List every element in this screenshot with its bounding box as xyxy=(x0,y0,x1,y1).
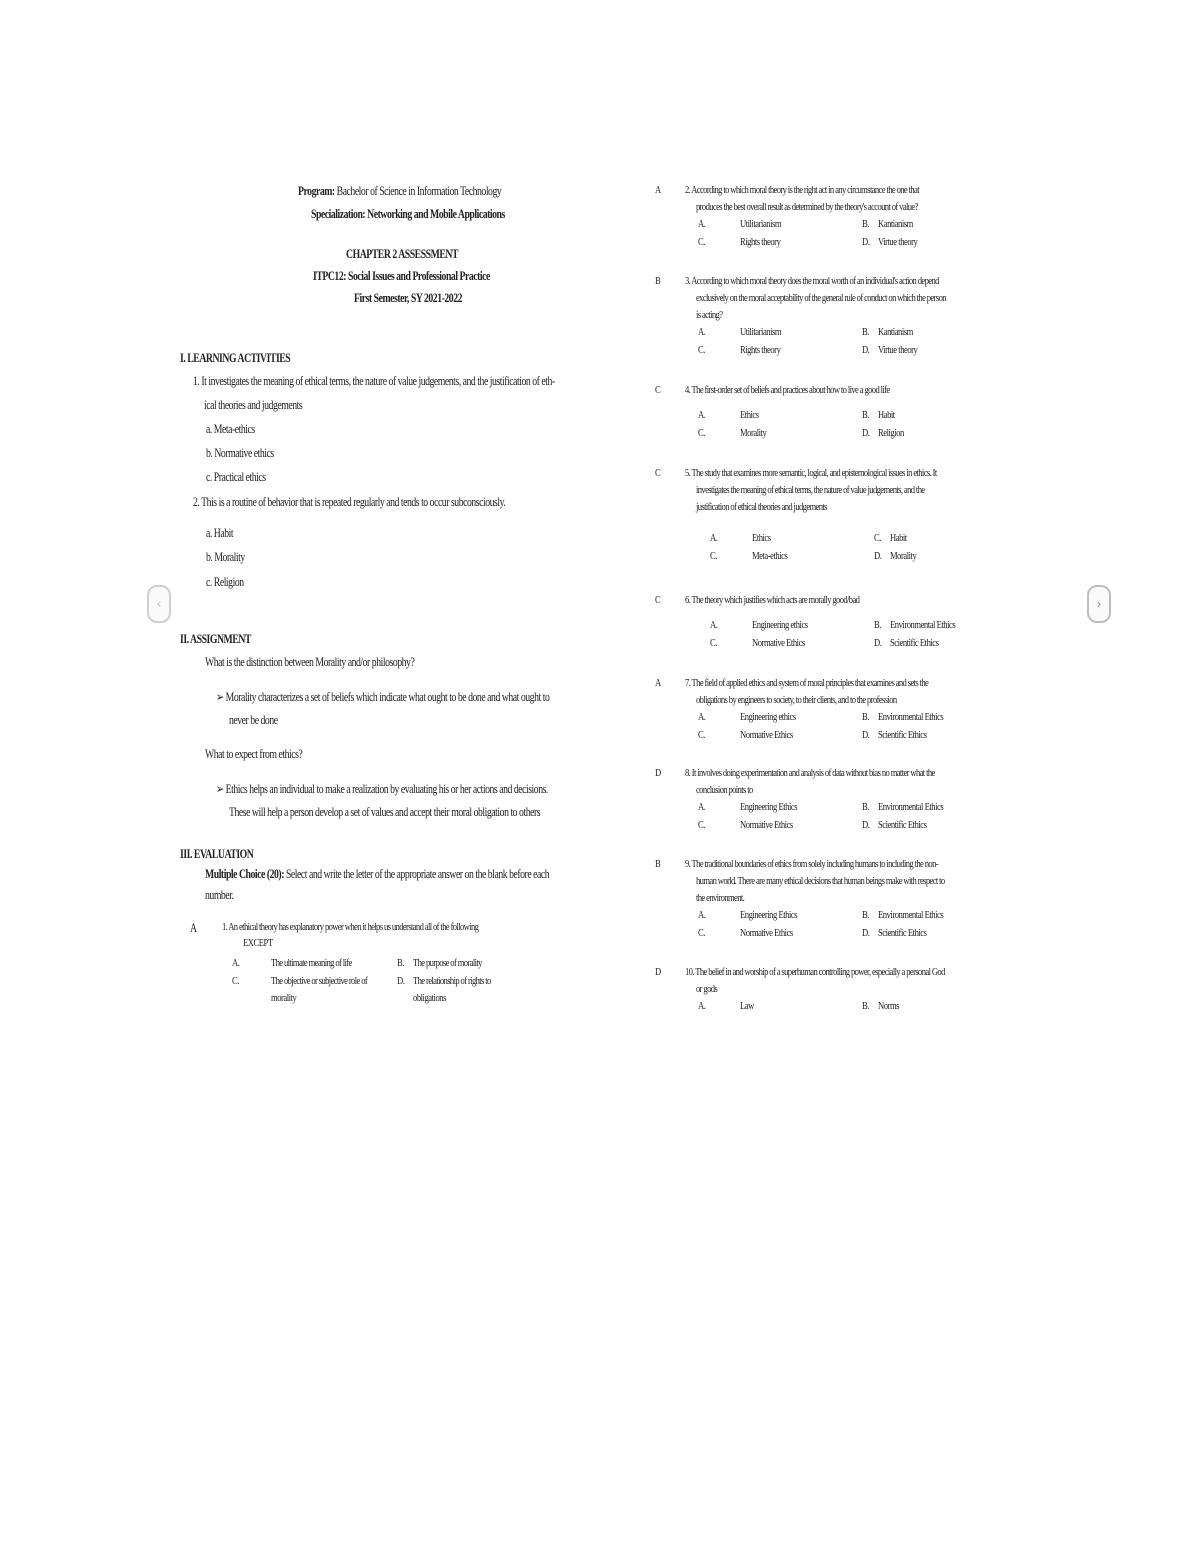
option-letter: C. xyxy=(232,975,239,987)
option-letter: C. xyxy=(698,427,705,439)
option-letter: D. xyxy=(862,344,870,356)
option-item: a. Meta-ethics xyxy=(206,422,255,436)
question-text: 4. The first-order set of beliefs and practices about how to live a good life xyxy=(685,384,890,396)
option-item: a. Habit xyxy=(206,526,234,540)
course-title: ITPC12: Social Issues and Professional Practice xyxy=(313,269,490,283)
section-evaluation: III. EVALUATION xyxy=(180,847,254,861)
program-value: Bachelor of Science in Information Technology xyxy=(336,184,502,198)
option-letter: C. xyxy=(698,927,705,939)
option-text: The ultimate meaning of life xyxy=(271,957,352,969)
answer-letter: C xyxy=(655,594,661,606)
question-text: 1. It investigates the meaning of ethical terms, the nature of value judgements, and the justification of eth- xyxy=(193,374,555,388)
option-text: Utilitarianism xyxy=(740,218,782,230)
option-letter: C. xyxy=(698,729,705,741)
option-text: Environmental Ethics xyxy=(878,711,944,723)
option-letter: A. xyxy=(698,711,706,723)
option-letter: B. xyxy=(874,619,881,631)
instructions-label: Multiple Choice (20): xyxy=(205,867,284,881)
option-letter: D. xyxy=(862,819,870,831)
question-text: 8. It involves doing experimentation and analysis of data without bias no matter what the xyxy=(685,767,935,779)
question-text: 9. The traditional boundaries of ethics from solely including humans to including the non- xyxy=(685,858,938,870)
option-letter: A. xyxy=(698,326,706,338)
answer-letter: C xyxy=(655,384,661,396)
option-letter: A. xyxy=(710,532,718,544)
question-text: 5. The study that examines more semantic, logical, and epistemological issues in ethics. It xyxy=(685,467,937,479)
instructions-text: Select and write the letter of the appropriate answer on the blank before each xyxy=(283,867,550,881)
option-text: Kantianism xyxy=(878,218,913,230)
question-text: investigates the meaning of ethical terms, the nature of value judgements, and the xyxy=(696,484,925,496)
option-text: Scientific Ethics xyxy=(878,729,927,741)
section-assignment: II. ASSIGNMENT xyxy=(180,632,251,646)
answer-letter: B xyxy=(655,275,661,287)
option-letter: C. xyxy=(698,344,705,356)
option-letter: A. xyxy=(232,957,240,969)
option-text: Normative Ethics xyxy=(740,729,793,741)
option-text: Normative Ethics xyxy=(740,927,793,939)
answer-letter: C xyxy=(655,467,661,479)
option-item: c. Practical ethics xyxy=(206,470,266,484)
specialization-value: Networking and Mobile Applications xyxy=(367,207,505,221)
program-label: Program: xyxy=(298,184,335,198)
question-text: 2. This is a routine of behavior that is repeated regularly and tends to occur subconsciously. xyxy=(193,495,506,509)
program-line xyxy=(298,183,501,199)
option-letter: B. xyxy=(862,711,869,723)
section-learning-activities: I. LEARNING ACTIVITIES xyxy=(180,351,291,365)
option-text: Scientific Ethics xyxy=(890,637,939,649)
question-text: 3. According to which moral theory does the moral worth of an individual's action depend xyxy=(685,275,939,287)
option-text: morality xyxy=(271,992,297,1004)
assignment-answer: ➢ Ethics helps an individual to make a realization by evaluating his or her actions and decisions. xyxy=(216,782,548,796)
option-text: Engineering Ethics xyxy=(740,909,798,921)
option-text: Norms xyxy=(878,1000,900,1012)
answer-letter: A xyxy=(655,184,661,196)
next-page-button[interactable] xyxy=(1087,585,1111,623)
option-letter: A. xyxy=(698,801,706,813)
option-letter: D. xyxy=(862,236,870,248)
question-text: the environment. xyxy=(696,892,745,904)
option-letter: B. xyxy=(862,218,869,230)
option-letter: A. xyxy=(698,218,706,230)
specialization-line xyxy=(311,206,505,222)
option-letter: B. xyxy=(862,909,869,921)
option-letter: D. xyxy=(862,927,870,939)
question-text: 6. The theory which justifies which acts are morally good/bad xyxy=(685,594,860,606)
question-text: 10. The belief in and worship of a superhuman controlling power, especially a personal God xyxy=(685,966,945,978)
option-text: Engineering ethics xyxy=(740,711,796,723)
assignment-answer: These will help a person develop a set of values and accept their moral obligation to others xyxy=(229,805,541,819)
option-letter: B. xyxy=(862,1000,869,1012)
option-item: b. Normative ethics xyxy=(206,446,274,460)
option-letter: C. xyxy=(698,819,705,831)
option-item: b. Morality xyxy=(206,550,245,564)
option-letter: C. xyxy=(698,236,705,248)
semester-line: First Semester, SY 2021-2022 xyxy=(354,291,463,305)
option-text: Habit xyxy=(878,409,895,421)
option-text: Religion xyxy=(878,427,904,439)
option-text: Environmental Ethics xyxy=(878,909,944,921)
answer-letter: B xyxy=(655,858,661,870)
option-text: Habit xyxy=(890,532,907,544)
question-text: 7. The field of applied ethics and system of moral principles that examines and sets the xyxy=(685,677,929,689)
option-text: Morality xyxy=(890,550,917,562)
option-text: Ethics xyxy=(752,532,771,544)
answer-letter: A xyxy=(655,677,661,689)
option-text: Virtue theory xyxy=(878,236,918,248)
question-text: 2. According to which moral theory is the right act in any circumstance the one that xyxy=(685,184,919,196)
option-letter: B. xyxy=(862,326,869,338)
answer-letter: A xyxy=(190,921,197,935)
option-item: c. Religion xyxy=(206,575,244,589)
option-text: Law xyxy=(740,1000,754,1012)
option-text: Environmental Ethics xyxy=(890,619,956,631)
question-text: obligations by engineers to society, to their clients, and to the profession xyxy=(696,694,897,706)
option-text: The objective or subjective role of xyxy=(271,975,368,987)
option-letter: B. xyxy=(862,409,869,421)
specialization-label: Specialization: xyxy=(311,207,366,221)
option-text: Virtue theory xyxy=(878,344,918,356)
question-text: 1. An ethical theory has explanatory power when it helps us understand all of the following xyxy=(222,921,479,933)
option-text: Normative Ethics xyxy=(740,819,793,831)
question-text: or gods xyxy=(696,983,718,995)
question-text: ical theories and judgements xyxy=(204,398,303,412)
option-letter: A. xyxy=(698,909,706,921)
assignment-answer: ➢ Morality characterizes a set of beliefs which indicate what ought to be done and what ought to xyxy=(216,690,550,704)
option-text: Rights theory xyxy=(740,344,781,356)
option-text: Scientific Ethics xyxy=(878,927,927,939)
option-letter: A. xyxy=(710,619,718,631)
assignment-answer: never be done xyxy=(229,713,278,727)
evaluation-instructions-cont: number. xyxy=(205,888,234,902)
chapter-title: CHAPTER 2 ASSESSMENT xyxy=(346,247,459,261)
option-text: Rights theory xyxy=(740,236,781,248)
option-letter: D. xyxy=(862,427,870,439)
chevron-right-icon: › xyxy=(1096,597,1102,611)
option-letter: B. xyxy=(862,801,869,813)
option-text: obligations xyxy=(413,992,446,1004)
assignment-question: What to expect from ethics? xyxy=(205,747,303,761)
option-letter: D. xyxy=(862,729,870,741)
option-text: Engineering Ethics xyxy=(740,801,798,813)
option-text: Meta-ethics xyxy=(752,550,788,562)
option-letter: C. xyxy=(710,550,717,562)
question-text: conclusion points to xyxy=(696,784,753,796)
answer-letter: D xyxy=(655,966,661,978)
question-text: justification of ethical theories and judgements xyxy=(696,501,827,513)
option-letter: A. xyxy=(698,409,706,421)
option-text: The purpose of morality xyxy=(413,957,482,969)
option-letter: D. xyxy=(874,637,882,649)
option-letter: B. xyxy=(397,957,404,969)
chevron-left-icon: ‹ xyxy=(156,597,162,611)
question-text: produces the best overall result as determined by the theory's account of value? xyxy=(696,201,918,213)
assignment-question: What is the distinction between Morality and/or philosophy? xyxy=(205,655,415,669)
option-text: Normative Ethics xyxy=(752,637,805,649)
question-text: human world. There are many ethical decisions that human beings make with respect to xyxy=(696,875,945,887)
option-letter: C. xyxy=(874,532,881,544)
answer-letter: D xyxy=(655,767,661,779)
option-letter: D. xyxy=(397,975,405,987)
option-text: Scientific Ethics xyxy=(878,819,927,831)
evaluation-instructions xyxy=(205,866,549,882)
option-text: Utilitarianism xyxy=(740,326,782,338)
option-text: Morality xyxy=(740,427,767,439)
option-text: The relationship of rights to xyxy=(413,975,491,987)
option-text: Ethics xyxy=(740,409,759,421)
question-text: EXCEPT xyxy=(243,937,273,949)
option-letter: A. xyxy=(698,1000,706,1012)
option-text: Environmental Ethics xyxy=(878,801,944,813)
option-text: Kantianism xyxy=(878,326,913,338)
prev-page-button[interactable] xyxy=(147,585,171,623)
option-text: Engineering ethics xyxy=(752,619,808,631)
question-text: exclusively on the moral acceptability of the general rule of conduct on which the person xyxy=(696,292,946,304)
option-letter: D. xyxy=(874,550,882,562)
option-letter: C. xyxy=(710,637,717,649)
question-text: is acting? xyxy=(696,309,723,321)
